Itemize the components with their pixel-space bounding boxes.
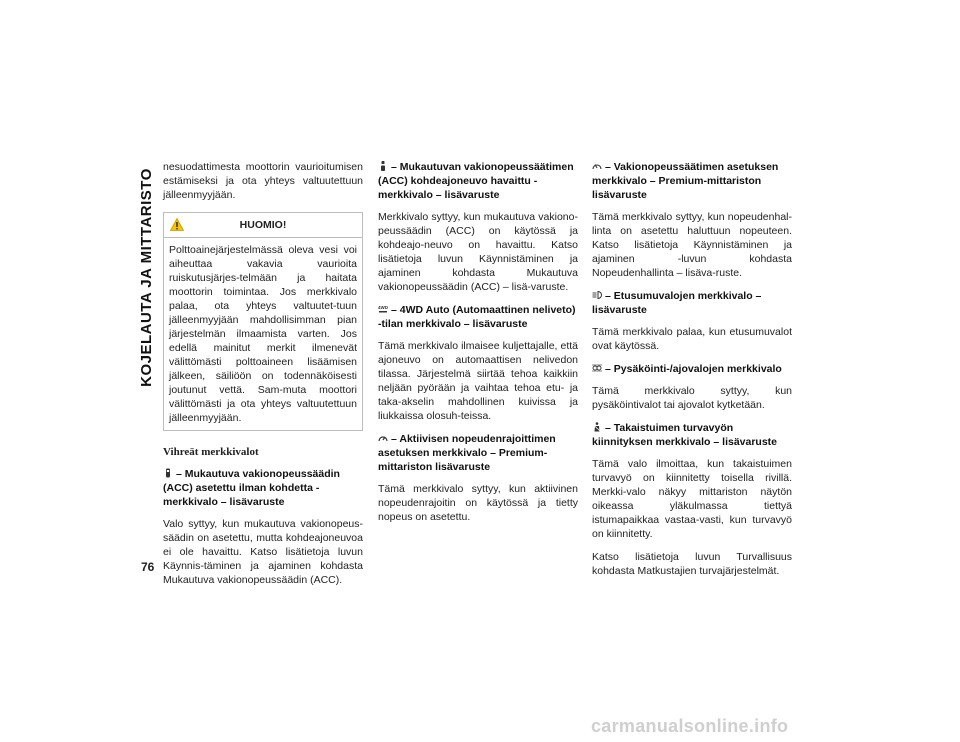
4wd-auto-icon	[378, 304, 388, 314]
fog-light-icon	[592, 290, 602, 300]
paragraph: Tämä merkkivalo palaa, kun etusumuvalot ovat käytössä.	[592, 326, 792, 352]
heading-parking-lights	[592, 362, 792, 376]
warning-triangle-icon	[170, 218, 184, 231]
heading-acc-no-target	[163, 467, 363, 509]
paragraph: Katso lisätietoja luvun Turvallisuus kohdasta Matkustajien turvajärjestelmät.	[592, 551, 792, 577]
chapter-side-title	[136, 167, 156, 387]
heading-text: – Mukautuva vakionopeussäädin (ACC) asetettu ilman kohdetta -merkkivalo – lisävaruste	[163, 468, 340, 508]
paragraph: Tämä merkkivalo ilmaisee kuljettajalle, että ajoneuvo on automaattisen nelivedon tilassa. Järjestelmä siirtää tehoa kaikkiin neljään pyörään ja vaihtaa tehoa etu- ja taka-akselin mahdollinen kuivissa ja liukkaissa olosuh-teissa.	[378, 340, 578, 422]
paragraph: Tämä valo ilmoittaa, kun takaistuimen turvavyö on kiinnitetty toisella rivillä. Merkki-valo näkyy mittariston näytön oikeassa yläkulmassa tiettyä istumapaikkaa vastaa-vasti, kun turvavyö on kiinnitetty.	[592, 458, 792, 540]
svg-text:4WD: 4WD	[378, 305, 388, 310]
acc-car-icon	[163, 468, 173, 478]
heading-text: – Vakionopeussäätimen asetuksen merkkivalo – Premium-mittariston lisävaruste	[592, 161, 779, 201]
column-1	[163, 160, 363, 596]
heading-text: – Pysäköinti-/ajovalojen merkkivalo	[605, 363, 782, 375]
cruise-control-icon	[592, 161, 602, 171]
intro-paragraph: nesuodattimesta moottorin vaurioitumisen estämiseksi ja ota yhteys valtuutettuun jälleenmyyjään.	[163, 161, 363, 201]
heading-text: – Mukautuvan vakionopeussäätimen (ACC) kohdeajoneuvo havaittu -merkkivalo – lisävaruste	[378, 161, 574, 201]
acc-target-icon	[378, 161, 388, 171]
speed-limiter-icon	[378, 433, 388, 443]
warning-header	[164, 213, 362, 238]
paragraph: Tämä merkkivalo syttyy, kun pysäköintivalot tai ajovalot kytketään.	[592, 385, 792, 411]
paragraph: Tämä merkkivalo syttyy, kun nopeudenhal-linta on asetettu haluttuun nopeuteen. Katso lisätietoja Käynnistäminen ja ajaminen -luvun kohdasta Nopeudenhallinta – lisäva-ruste.	[592, 211, 792, 279]
paragraph: Valo syttyy, kun mukautuva vakionopeus-säädin on asetettu, mutta kohdeajoneuvoa ei ole havaittu. Katso lisätietoja luvun Käynnis-täminen ja ajaminen kohdasta Mukautuva vakionopeussäädin (ACC).	[163, 518, 363, 586]
heading-text: – Etusumuvalojen merkkivalo – lisävaruste	[592, 290, 762, 316]
parking-light-icon	[592, 363, 602, 373]
column-2	[378, 160, 578, 533]
paragraph: Tämä merkkivalo syttyy, kun aktiivinen nopeudenrajoitin on käytössä ja tietty nopeus on asetettu.	[378, 483, 578, 523]
heading-text: – Aktiivisen nopeudenrajoittimen asetuksen merkkivalo – Premium-mittariston lisävaruste	[378, 433, 556, 473]
warning-body	[164, 238, 362, 430]
section-title: Vihreät merkkivalot	[163, 446, 259, 458]
seatbelt-icon	[592, 422, 602, 432]
warning-box	[163, 212, 363, 431]
heading-text: – Takaistuimen turvavyön kiinnityksen merkkivalo – lisävaruste	[592, 422, 778, 448]
heading-text: – 4WD Auto (Automaattinen neliveto) -tilan merkkivalo – lisävaruste	[378, 304, 576, 330]
heading-front-fog	[592, 289, 792, 317]
heading-rear-seatbelt	[592, 421, 792, 449]
warning-title: HUOMIO!	[239, 219, 287, 231]
page-number: 76	[141, 560, 155, 574]
heading-active-speed-limiter	[378, 432, 578, 474]
paragraph: Merkkivalo syttyy, kun mukautuva vakiono-peussäädin (ACC) on käytössä ja kohdeajo-neuvo on havaittu. Katso lisätietoja luvun Käynnistäminen ja ajaminen kohdasta Mukautuva vakionopeussäädin (ACC) – lisä-varuste.	[378, 211, 578, 293]
column-3	[592, 160, 792, 587]
chapter-title-text: KOJELAUTA JA MITTARISTO	[137, 167, 155, 387]
warning-text: Polttoainejärjestelmässä oleva vesi voi aiheuttaa vakavia vaurioita ruiskutusjärjes-telmään ja haitata moottorin toimintaa. Jos merkkivalo palaa, ota yhteys valtuutet-tuun jälleenmyyjään mahdollisimman pian järjestelmän ilmaamista varten. Jos edellä mainitut merkit ilmenevät välittömästi polttoaineen lisäämisen jälkeen, säiliöön on todennäköisesti joutunut vettä. Sam-muta moottori välittömästi ja ota yhteys valtuutettuun jälleenmyyjään.	[169, 244, 357, 424]
heading-cruise-set	[592, 160, 792, 202]
heading-4wd-auto	[378, 303, 578, 331]
heading-acc-target	[378, 160, 578, 202]
watermark-text: carmanualsonline.info	[591, 716, 789, 736]
